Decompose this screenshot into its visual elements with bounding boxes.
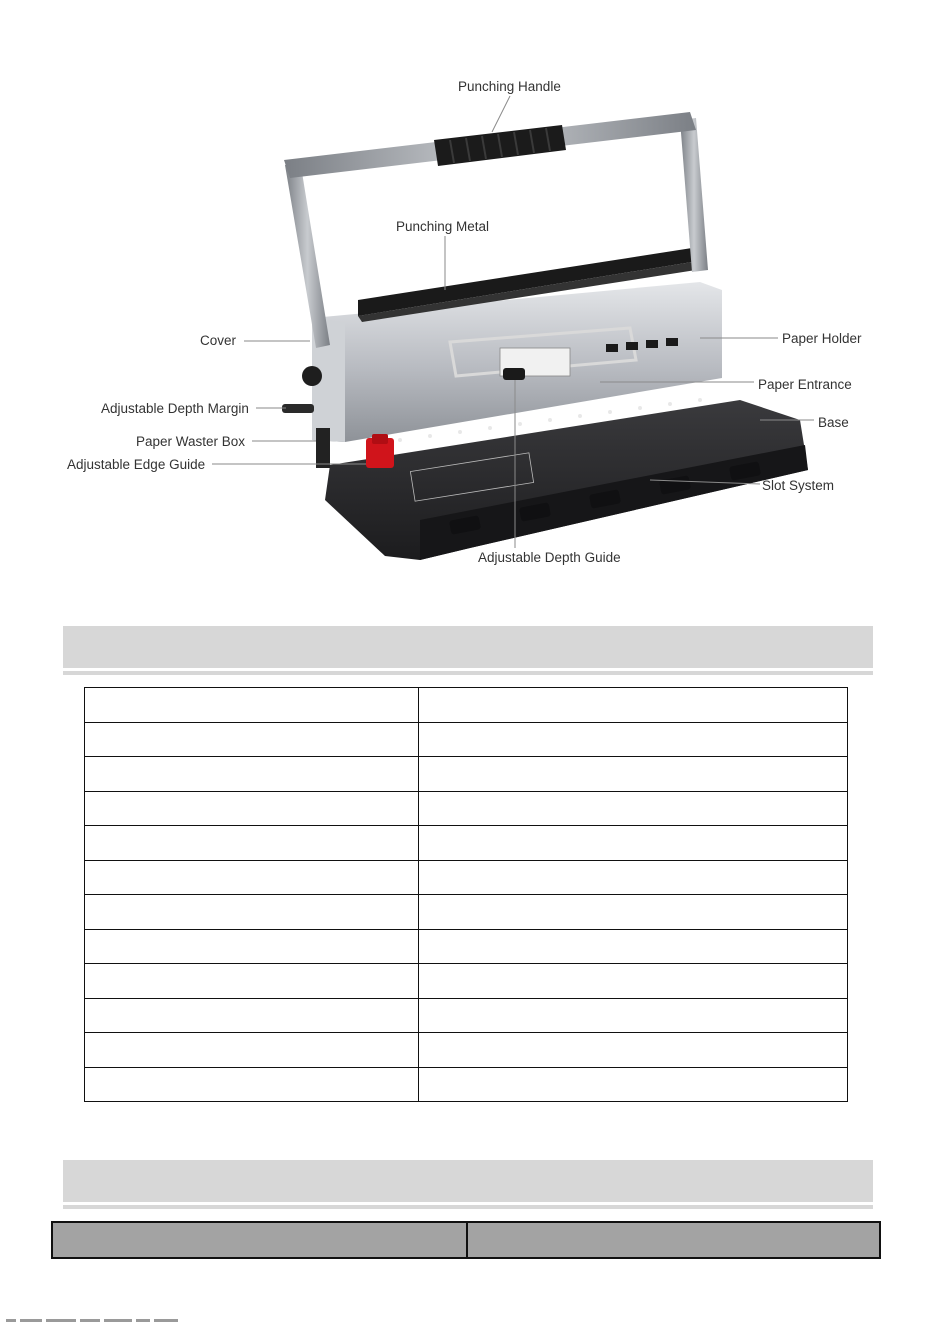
- spec-value-cell: [419, 688, 848, 723]
- spec-value-cell: [419, 964, 848, 999]
- handle-arm-right: [680, 118, 708, 272]
- table-row: [85, 791, 848, 826]
- label-base: Base: [818, 415, 849, 430]
- spec-value-cell: [419, 998, 848, 1033]
- spec-label-cell: [85, 688, 419, 723]
- table-row: [85, 1033, 848, 1068]
- spec-label-cell: [85, 757, 419, 792]
- spec-value-cell: [419, 722, 848, 757]
- specification-table: [84, 687, 848, 1102]
- spec-value-cell: [419, 1033, 848, 1068]
- spec-label-cell: [85, 1033, 419, 1068]
- spec-label-cell: [85, 964, 419, 999]
- paper-waster-box: [316, 428, 330, 468]
- footer-print-marks: [6, 1316, 196, 1324]
- spec-value-cell: [419, 1067, 848, 1102]
- label-punching-handle: Punching Handle: [458, 79, 561, 94]
- label-paper-waster-box: Paper Waster Box: [136, 434, 246, 449]
- spec-value-cell: [419, 826, 848, 861]
- label-paper-holder: Paper Holder: [782, 331, 862, 346]
- label-slot-system: Slot System: [762, 478, 835, 493]
- table-header-row: [52, 1222, 880, 1258]
- spec-label-cell: [85, 895, 419, 930]
- label-cover: Cover: [200, 333, 237, 348]
- spec-label-cell: [85, 998, 419, 1033]
- label-adjustable-edge-guide: Adjustable Edge Guide: [67, 457, 206, 472]
- label-punching-metal: Punching Metal: [396, 219, 490, 234]
- section-header-bar-2: [63, 1160, 873, 1205]
- table-row: [85, 929, 848, 964]
- table-row: [85, 895, 848, 930]
- label-adjustable-depth-margin: Adjustable Depth Margin: [101, 401, 249, 416]
- table-row: [85, 998, 848, 1033]
- spec-label-cell: [85, 826, 419, 861]
- table-row: [85, 1067, 848, 1102]
- cover-knob: [302, 366, 322, 386]
- spec-label-cell: [85, 791, 419, 826]
- table-row: [85, 757, 848, 792]
- header-cell: [467, 1222, 880, 1258]
- section-header-bar: [63, 626, 873, 671]
- table-row: [85, 688, 848, 723]
- spec-value-cell: [419, 860, 848, 895]
- depth-margin-screw: [282, 404, 314, 413]
- spec-label-cell: [85, 860, 419, 895]
- handle-arm-left: [285, 160, 330, 348]
- table-row: [85, 964, 848, 999]
- header-table: [51, 1221, 881, 1259]
- table-row: [85, 860, 848, 895]
- table-row: [85, 826, 848, 861]
- label-adjustable-depth-guide: Adjustable Depth Guide: [478, 550, 621, 565]
- spec-value-cell: [419, 791, 848, 826]
- label-paper-entrance: Paper Entrance: [758, 377, 852, 392]
- spec-value-cell: [419, 757, 848, 792]
- machine-illustration: [282, 112, 808, 560]
- binding-machine-diagram: [0, 0, 933, 610]
- spec-value-cell: [419, 895, 848, 930]
- spec-label-cell: [85, 1067, 419, 1102]
- header-cell: [52, 1222, 467, 1258]
- spec-label-cell: [85, 929, 419, 964]
- table-row: [85, 722, 848, 757]
- spec-value-cell: [419, 929, 848, 964]
- spec-label-cell: [85, 722, 419, 757]
